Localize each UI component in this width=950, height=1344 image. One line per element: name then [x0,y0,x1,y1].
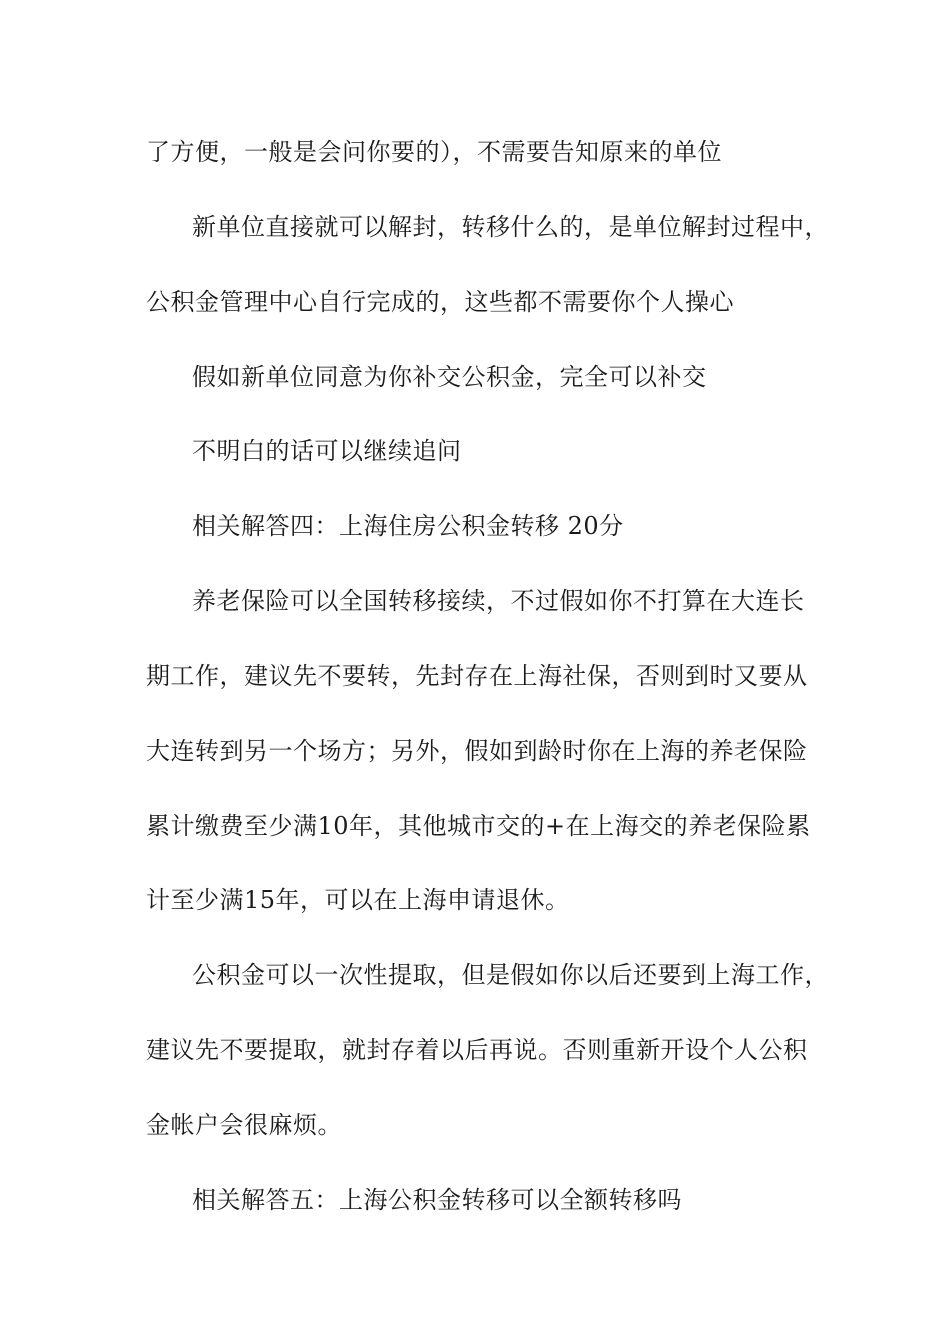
text-line: 了方便，一般是会问你要的），不需要告知原来的单位 [146,138,722,166]
section-heading: 相关解答四：上海住房公积金转移 20分 [192,512,624,540]
text-line: 建议先不要提取，就封存着以后再说。否则重新开设个人公积 [146,1036,808,1064]
text-line: 公积金可以一次性提取，但是假如你以后还要到上海工作， [192,961,829,989]
text-line: 新单位直接就可以解封，转移什么的，是单位解封过程中， [192,213,829,241]
text-line: 金帐户会很麻烦。 [146,1111,342,1139]
text-line: 养老保险可以全国转移接续，不过假如你不打算在大连长 [192,587,805,615]
section-heading: 相关解答五：上海公积金转移可以全额转移吗 [192,1186,682,1214]
text-line: 假如新单位同意为你补交公积金，完全可以补交 [192,363,707,391]
text-line: 计至少满15年，可以在上海申请退休。 [146,886,570,914]
text-line: 公积金管理中心自行完成的，这些都不需要你个人操心 [146,288,734,316]
text-line: 期工作，建议先不要转，先封存在上海社保，否则到时又要从 [146,662,808,690]
text-line: 大连转到另一个场方；另外，假如到龄时你在上海的养老保险 [146,737,808,765]
text-line: 累计缴费至少满10年，其他城市交的+在上海交的养老保险累 [146,812,811,840]
text-line: 不明白的话可以继续追问 [192,437,462,465]
